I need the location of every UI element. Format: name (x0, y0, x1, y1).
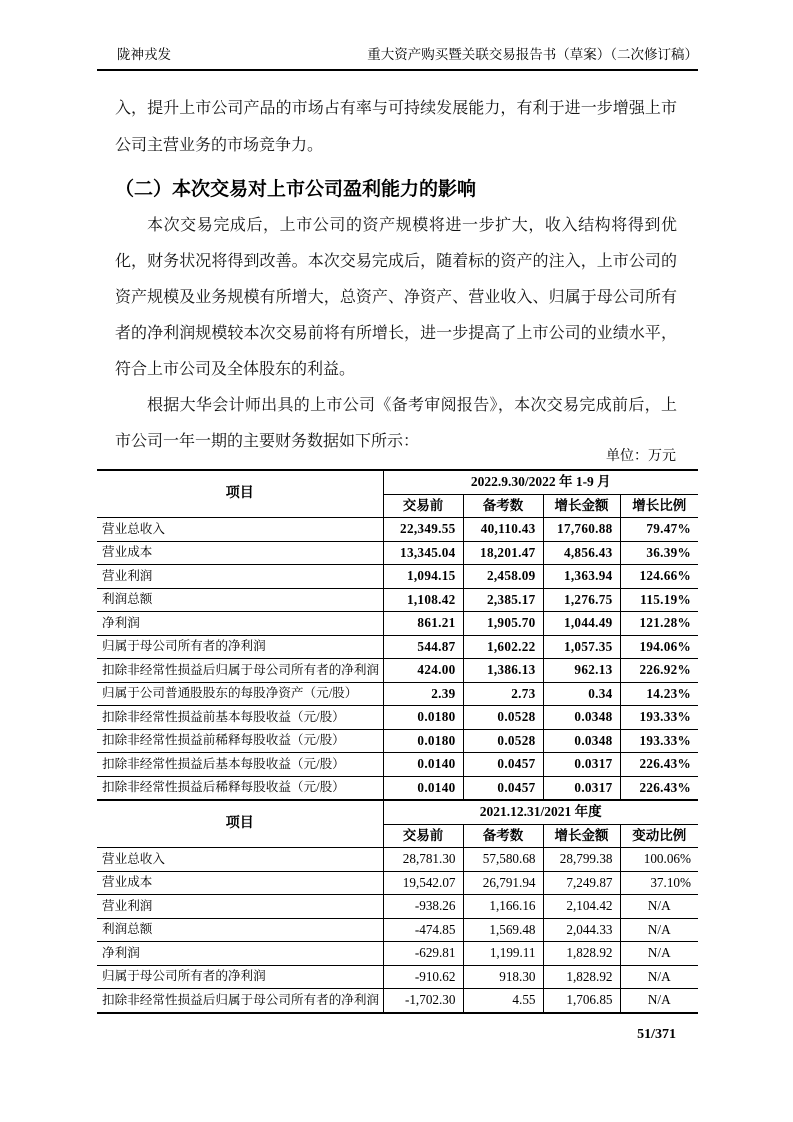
row-value: 2,044.33 (543, 918, 620, 942)
page-number: 51/371 (637, 1027, 676, 1042)
period-header: 2021.12.31/2021 年度 (383, 800, 698, 824)
table-row (97, 942, 698, 966)
row-value: N/A (620, 989, 698, 1013)
row-value: 1,108.42 (383, 588, 463, 612)
row-value: 26,791.94 (463, 871, 543, 895)
row-value: 1,828.92 (543, 965, 620, 989)
table-row (97, 871, 698, 895)
table-row (97, 612, 698, 636)
table-row (97, 588, 698, 612)
row-value: 544.87 (383, 635, 463, 659)
row-value: 424.00 (383, 659, 463, 683)
paragraph-report-intro: 根据大华会计师出具的上市公司《备考审阅报告》，本次交易完成前后，上市公司一年一期的主要财务数据如下所示： (115, 397, 677, 450)
row-value: 0.0317 (543, 753, 620, 777)
column-header: 备考数 (463, 494, 543, 518)
row-value: 1,905.70 (463, 612, 543, 636)
row-value: 193.33% (620, 706, 698, 730)
row-value: 28,799.38 (543, 848, 620, 872)
table-row (97, 989, 698, 1013)
row-label: 扣除非经常性损益后归属于母公司所有者的净利润 (97, 989, 383, 1013)
table-period-row (97, 800, 698, 824)
row-value: 1,706.85 (543, 989, 620, 1013)
row-value: 1,044.49 (543, 612, 620, 636)
row-value: 194.06% (620, 635, 698, 659)
row-value: N/A (620, 942, 698, 966)
row-label: 净利润 (97, 612, 383, 636)
row-value: 0.0457 (463, 776, 543, 800)
table-row (97, 706, 698, 730)
row-value: 1,828.92 (543, 942, 620, 966)
period-header: 2022.9.30/2022 年 1-9 月 (383, 470, 698, 494)
table-row (97, 848, 698, 872)
table-row (97, 776, 698, 800)
row-label: 营业成本 (97, 871, 383, 895)
row-label: 扣除非经常性损益后稀释每股收益（元/股） (97, 776, 383, 800)
row-label: 营业总收入 (97, 518, 383, 542)
row-value: 0.0348 (543, 729, 620, 753)
row-value: 226.92% (620, 659, 698, 683)
row-value: 918.30 (463, 965, 543, 989)
row-value: 1,166.16 (463, 895, 543, 919)
row-value: 4,856.43 (543, 541, 620, 565)
unit-label: 单位：万元 (606, 449, 676, 464)
row-value: 28,781.30 (383, 848, 463, 872)
row-value: 0.0457 (463, 753, 543, 777)
row-label: 营业成本 (97, 541, 383, 565)
item-column-header: 项目 (97, 470, 383, 518)
column-header: 交易前 (383, 824, 463, 848)
row-value: 7,249.87 (543, 871, 620, 895)
row-value: 18,201.47 (463, 541, 543, 565)
row-value: 2.73 (463, 682, 543, 706)
row-label: 利润总额 (97, 918, 383, 942)
row-value: -938.26 (383, 895, 463, 919)
row-value: 36.39% (620, 541, 698, 565)
row-label: 营业利润 (97, 895, 383, 919)
row-value: 4.55 (463, 989, 543, 1013)
row-value: 79.47% (620, 518, 698, 542)
column-header: 增长金额 (543, 494, 620, 518)
financial-table (97, 469, 698, 1014)
column-header: 交易前 (383, 494, 463, 518)
column-header: 增长比例 (620, 494, 698, 518)
table-row (97, 541, 698, 565)
row-value: 0.34 (543, 682, 620, 706)
paragraph-continuation: 入，提升上市公司产品的市场占有率与可持续发展能力，有利于进一步增强上市公司主营业务的市场竞争力。 (115, 100, 677, 154)
row-label: 归属于母公司所有者的净利润 (97, 635, 383, 659)
row-value: 1,363.94 (543, 565, 620, 589)
row-value: 0.0180 (383, 706, 463, 730)
row-value: 14.23% (620, 682, 698, 706)
row-value: 1,094.15 (383, 565, 463, 589)
table-row (97, 965, 698, 989)
column-header: 备考数 (463, 824, 543, 848)
table-row (97, 682, 698, 706)
header-company-name: 陇神戎发 (117, 47, 171, 62)
table-row (97, 659, 698, 683)
row-value: 124.66% (620, 565, 698, 589)
row-label: 扣除非经常性损益后基本每股收益（元/股） (97, 753, 383, 777)
row-value: 1,199.11 (463, 942, 543, 966)
row-label: 扣除非经常性损益前稀释每股收益（元/股） (97, 729, 383, 753)
row-value: 57,580.68 (463, 848, 543, 872)
row-value: 115.19% (620, 588, 698, 612)
row-value: 193.33% (620, 729, 698, 753)
row-value: 1,569.48 (463, 918, 543, 942)
row-value: 1,386.13 (463, 659, 543, 683)
row-value: 1,276.75 (543, 588, 620, 612)
row-value: 0.0528 (463, 729, 543, 753)
row-value: -910.62 (383, 965, 463, 989)
row-label: 扣除非经常性损益后归属于母公司所有者的净利润 (97, 659, 383, 683)
table-row (97, 518, 698, 542)
row-value: 100.06% (620, 848, 698, 872)
row-label: 营业总收入 (97, 848, 383, 872)
row-value: 1,602.22 (463, 635, 543, 659)
row-value: 2,104.42 (543, 895, 620, 919)
table-row (97, 565, 698, 589)
row-label: 归属于公司普通股股东的每股净资产（元/股） (97, 682, 383, 706)
row-value: 121.28% (620, 612, 698, 636)
row-value: 0.0180 (383, 729, 463, 753)
paragraph-profitability: 本次交易完成后，上市公司的资产规模将进一步扩大，收入结构将得到优化，财务状况将得到改善。本次交易完成后，随着标的资产的注入，上市公司的资产规模及业务规模有所增大，总资产、净资产、营业收入、归属于母公司所有者的净利润规模较本次交易前将有所增长，进一步提高了上市公司的业绩水平，符合上市公司及全体股东的利益。 (115, 217, 677, 378)
row-value: N/A (620, 918, 698, 942)
row-label: 扣除非经常性损益前基本每股收益（元/股） (97, 706, 383, 730)
row-value: 226.43% (620, 753, 698, 777)
row-value: N/A (620, 965, 698, 989)
row-value: 1,057.35 (543, 635, 620, 659)
row-value: 17,760.88 (543, 518, 620, 542)
row-value: 2,385.17 (463, 588, 543, 612)
row-value: 0.0140 (383, 753, 463, 777)
row-value: 37.10% (620, 871, 698, 895)
row-value: 0.0528 (463, 706, 543, 730)
page-header (97, 46, 698, 71)
table-row (97, 918, 698, 942)
row-value: 2.39 (383, 682, 463, 706)
row-value: N/A (620, 895, 698, 919)
row-value: -1,702.30 (383, 989, 463, 1013)
row-label: 净利润 (97, 942, 383, 966)
financial-table-wrapper (97, 469, 698, 1014)
row-value: 0.0348 (543, 706, 620, 730)
table-period-row (97, 470, 698, 494)
header-report-title: 重大资产购买暨关联交易报告书（草案）（二次修订稿） (367, 47, 698, 62)
table-row (97, 635, 698, 659)
column-header: 变动比例 (620, 824, 698, 848)
row-label: 营业利润 (97, 565, 383, 589)
row-value: 962.13 (543, 659, 620, 683)
row-label: 归属于母公司所有者的净利润 (97, 965, 383, 989)
row-value: 0.0140 (383, 776, 463, 800)
table-row (97, 729, 698, 753)
row-value: 2,458.09 (463, 565, 543, 589)
item-column-header: 项目 (97, 800, 383, 848)
row-label: 利润总额 (97, 588, 383, 612)
row-value: 13,345.04 (383, 541, 463, 565)
row-value: 40,110.43 (463, 518, 543, 542)
row-value: -474.85 (383, 918, 463, 942)
page-footer (637, 1026, 676, 1044)
row-value: 19,542.07 (383, 871, 463, 895)
row-value: 22,349.55 (383, 518, 463, 542)
table-row (97, 753, 698, 777)
row-value: 861.21 (383, 612, 463, 636)
row-value: 226.43% (620, 776, 698, 800)
column-header: 增长金额 (543, 824, 620, 848)
row-value: -629.81 (383, 942, 463, 966)
table-row (97, 895, 698, 919)
section-heading: （二）本次交易对上市公司盈利能力的影响 (115, 179, 477, 200)
row-value: 0.0317 (543, 776, 620, 800)
